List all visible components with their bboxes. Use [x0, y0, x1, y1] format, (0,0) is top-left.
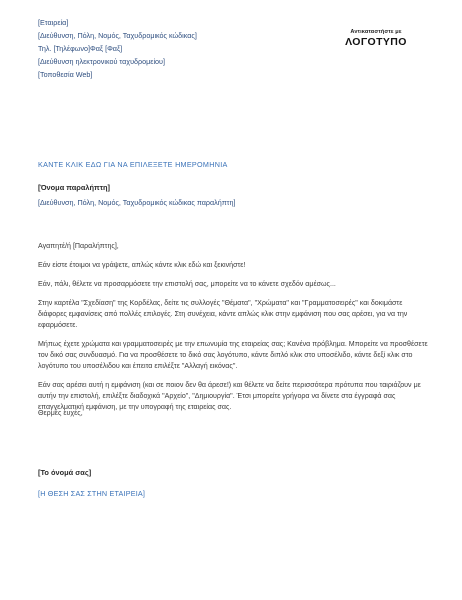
sender-address[interactable]: [Διεύθυνση, Πόλη, Νομός, Ταχυδρομικός κώδικας]: [38, 31, 197, 40]
letter-body[interactable]: [38, 241, 430, 421]
signature-title[interactable]: [Η ΘΕΣΗ ΣΑΣ ΣΤΗΝ ΕΤΑΙΡΕΙΑ]: [38, 489, 146, 498]
sender-company[interactable]: [Εταιρεία]: [38, 18, 69, 27]
body-paragraph[interactable]: Εάν είστε έτοιμοι να γράψετε, απλώς κάντε κλικ εδώ και ξεκινήστε!: [38, 261, 246, 269]
closing[interactable]: Θερμές ευχές,: [38, 409, 83, 417]
body-paragraph[interactable]: Στην καρτέλα "Σχεδίαση" της Κορδέλας, δείτε τις συλλογές "Θέματα", "Χρώματα" και "Γραμματοσειρές" και δοκιμάστε διάφορες εμφανίσεις από πολλές επιλογές. Στη συνέχεια, κάντε απλώς κλικ στην εμφάνιση που σας αρέσει, για να την εφαρμόσετε.: [38, 299, 408, 329]
date-picker-placeholder[interactable]: ΚΑΝΤΕ ΚΛΙΚ ΕΔΩ ΓΙΑ ΝΑ ΕΠΙΛΕΞΕΤΕ ΗΜΕΡΟΜΗΝΙΑ: [38, 160, 228, 169]
salutation[interactable]: Αγαπητέ/ή [Παραλήπτης],: [38, 242, 119, 250]
signature-name[interactable]: [Το όνομά σας]: [38, 468, 92, 477]
logo-caption: Αντικαταστήστε με: [350, 29, 402, 35]
body-paragraph[interactable]: Εάν, πάλι, θέλετε να προσαρμόσετε την επιστολή σας, μπορείτε να το κάνετε σχεδόν αμέσως...: [38, 280, 336, 288]
logo-placeholder[interactable]: [328, 29, 424, 48]
recipient-address[interactable]: [Διεύθυνση, Πόλη, Νομός, Ταχυδρομικός κώδικας παραλήπτη]: [38, 198, 236, 207]
logo-text: ΛΟΓΟΤΥΠΟ: [345, 36, 407, 48]
recipient-name[interactable]: [Όνομα παραλήπτη]: [38, 183, 110, 192]
sender-block: [38, 16, 197, 81]
sender-phone-fax[interactable]: Τηλ. [Τηλέφωνο]Φαξ [Φαξ]: [38, 44, 123, 53]
sender-email[interactable]: [Διεύθυνση ηλεκτρονικού ταχυδρομείου]: [38, 57, 165, 66]
sender-website[interactable]: [Τοποθεσία Web]: [38, 70, 93, 79]
body-paragraph[interactable]: Εάν σας αρέσει αυτή η εμφάνιση (και σε ποιον δεν θα άρεσε!) και θέλετε να δείτε περισσότερα πρότυπα που ταιριάζουν με αυτήν την επιστολή, επιλέξτε διαδοχικά "Αρχείο", "Δημιουργία". Έτσι μπορείτε γρήγορα να δίνετε στα έγγραφά σας επαγγελματική εμφάνιση, με την υπογραφή της εταιρείας σας.: [38, 381, 421, 411]
body-paragraph[interactable]: Μήπως έχετε χρώματα και γραμματοσειρές με την επωνυμία της εταιρείας σας; Κανένα πρόβλημα. Μπορείτε να προσθέσετε τον δικό σας συνδυασμό. Για να προσθέσετε το δικό σας λογότυπο, κάντε διπλό κλικ στο υποσέλιδο, κάντε δεξί κλικ στο λογότυπο του υποσέλιδου και έπειτα επιλέξτε "Αλλαγή εικόνας".: [38, 340, 428, 370]
recipient-block: [38, 183, 236, 207]
